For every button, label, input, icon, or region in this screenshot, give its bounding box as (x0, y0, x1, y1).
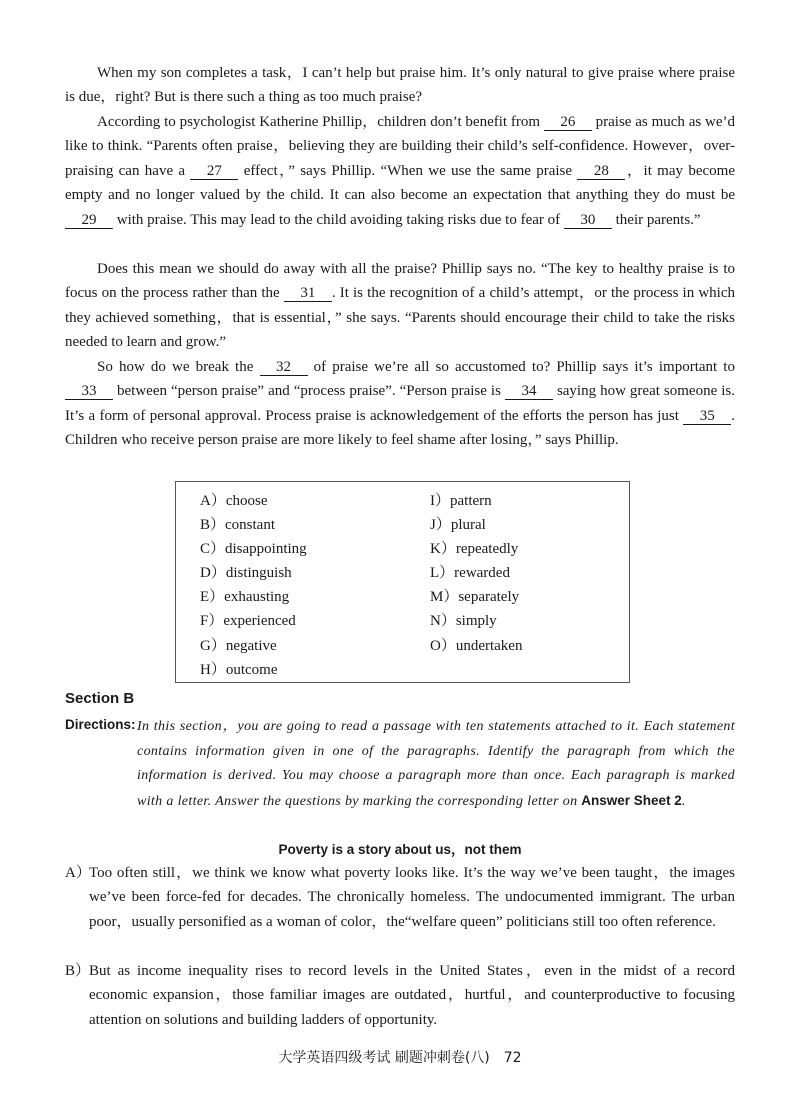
blank-33[interactable]: 33 (65, 384, 113, 400)
option-k[interactable]: K）repeatedly (430, 541, 519, 557)
blank-29[interactable]: 29 (65, 213, 113, 229)
paragraph-a-text: Too often still，we think we know what poverty looks like. It’s the way we’ve been taught，the images we’ve been force-fed for decades. The chronically homeless. The undocumented immigrant. The urban poor，usually personified as a woman of color，the“welfare queen” politicians still too often reference. (89, 865, 735, 930)
blank-26[interactable]: 26 (544, 115, 592, 131)
paragraph-1: When my son completes a task，I can’t help but praise him. It’s only natural to give praise where praise is due，right? But is there such a thing as too much praise? (65, 65, 735, 106)
blank-35[interactable]: 35 (683, 409, 731, 425)
blank-30[interactable]: 30 (564, 213, 612, 229)
option-d[interactable]: D）distinguish (200, 565, 292, 581)
section-b-heading: Section B (65, 690, 135, 707)
option-i[interactable]: I）pattern (430, 493, 492, 509)
directions-label: Directions: (65, 717, 136, 732)
blank-32[interactable]: 32 (260, 360, 308, 376)
option-g[interactable]: G）negative (200, 638, 277, 654)
option-h[interactable]: H）outcome (200, 662, 278, 678)
blank-28[interactable]: 28 (577, 164, 625, 180)
option-e[interactable]: E）exhausting (200, 589, 290, 605)
blank-31[interactable]: 31 (284, 286, 332, 302)
paragraph-b-text: But as income inequality rises to record levels in the United States，even in the midst of a record economic expansion，those familiar images are outdated，hurtful，and counterproductive to focusing attention on solutions and building ladders of opportunity. (89, 963, 735, 1028)
passage-title: Poverty is a story about us，not them (278, 842, 522, 857)
option-o[interactable]: O）undertaken (430, 638, 523, 654)
answer-sheet-ref: Answer Sheet 2 (581, 792, 682, 808)
directions-text: In this section，you are going to read a passage with ten statements attached to it. Each statement contains information given in one of the paragraphs. Identify the paragraph from which the information is derived. You may choose a paragraph more than once. Each paragraph is marked with a letter. Answer the questions by marking the corresponding letter on Answer Sheet 2. (137, 719, 735, 809)
option-l[interactable]: L）rewarded (430, 565, 510, 581)
paragraph-3: Does this mean we should do away with all the praise? Phillip says no. “The key to healthy praise is to focus on the process rather than the 31 . It is the recognition of a child’s attempt，or the process in which they achieved something，that is essential，” she says. “Parents should encourage their child to take the risks needed to learn and grow.” (65, 261, 735, 351)
option-j[interactable]: J）plural (430, 517, 486, 533)
blank-27[interactable]: 27 (190, 164, 238, 180)
option-f[interactable]: F）experienced (200, 613, 296, 629)
paragraph-b (65, 959, 735, 1032)
option-n[interactable]: N）simply (430, 613, 497, 629)
option-b[interactable]: B）constant (200, 517, 275, 533)
option-m[interactable]: M）separately (430, 589, 520, 605)
paragraph-2: According to psychologist Katherine Phillip，children don’t benefit from 26 praise as much as we’d like to think. “Parents often praise，believing they are building their child’s self-confidence. However，over-praising can have a 27 effect，” says Phillip. “When we use the same praise 28 ，it may become empty and no longer valued by the child. It can also become an expectation that anything they do must be 29 with praise. This may lead to the child avoiding taking risks due to fear of 30 their parents.” (65, 114, 735, 228)
blank-34[interactable]: 34 (505, 384, 553, 400)
paragraph-4: So how do we break the 32 of praise we’re all so accustomed to? Phillip says it’s important to 33 between “person praise” and “process praise”. “Person praise is 34 saying how great someone is. It’s a form of personal approval. Process praise is acknowledgement of the efforts the person has just 35 . Children who receive person praise are more likely to feel shame after losing，” says Phillip. (65, 359, 735, 449)
paragraph-a (65, 861, 735, 934)
paragraph-a-label: A） (65, 865, 91, 881)
page-footer: 大学英语四级考试 刷题冲刺卷(八) 72 (278, 1050, 522, 1066)
option-a[interactable]: A）choose (200, 493, 268, 509)
option-c[interactable]: C）disappointing (200, 541, 307, 557)
word-bank (175, 481, 630, 683)
paragraph-b-label: B） (65, 963, 91, 979)
